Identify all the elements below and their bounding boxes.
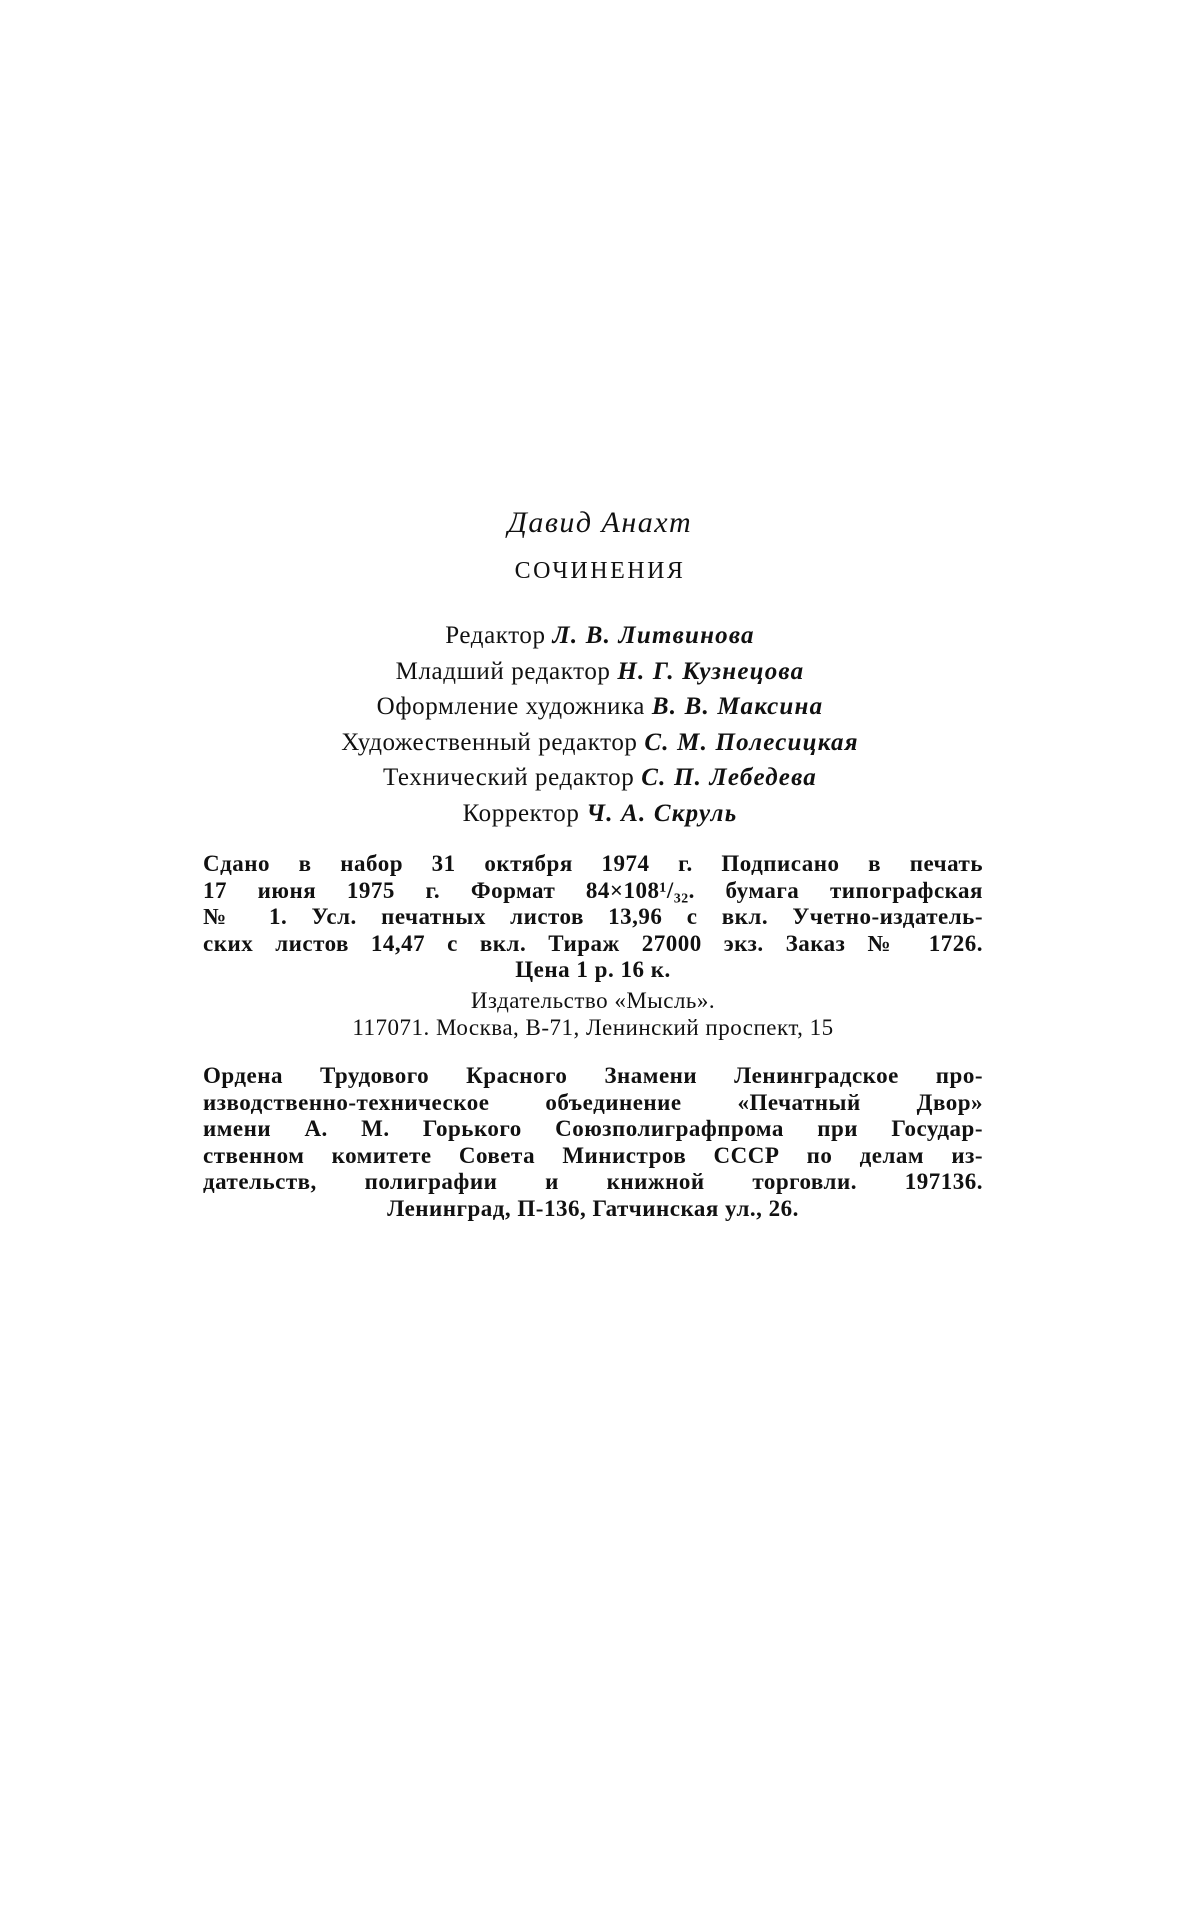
book-title: СОЧИНЕНИЯ bbox=[514, 558, 686, 584]
credit-person: Н. Г. Кузнецова bbox=[617, 657, 805, 685]
publisher-address: 117071. Москва, В-71, Ленинский проспект, 15 bbox=[352, 1014, 834, 1040]
printing-line: Сдано в набор 31 октября 1974 г. Подписано в печать bbox=[203, 851, 983, 876]
printer-address: Ленинград, П-136, Гатчинская ул., 26. bbox=[387, 1195, 799, 1221]
credit-role: Младший редактор bbox=[395, 657, 611, 685]
printer-line: дательств, полиграфии и книжной торговли. 197136. bbox=[203, 1169, 983, 1194]
credit-role: Редактор bbox=[445, 622, 546, 649]
credit-role: Технический редактор bbox=[382, 764, 635, 791]
printer-line: Ордена Трудового Красного Знамени Ленинградское про- bbox=[203, 1063, 983, 1088]
credit-technical-editor bbox=[0, 760, 1200, 796]
credit-art-editor bbox=[0, 725, 1200, 761]
printer-line: имени А. М. Горького Союзполиграфпрома при Государ- bbox=[203, 1116, 983, 1141]
printing-line: ских листов 14,47 с вкл. Тираж 27000 экз. Заказ № 1726. bbox=[203, 930, 983, 956]
credit-junior-editor bbox=[0, 654, 1200, 690]
publisher-info bbox=[203, 988, 983, 1041]
credit-person: С. М. Полесицкая bbox=[644, 728, 859, 756]
printer-info bbox=[203, 1063, 983, 1222]
credit-proofreader bbox=[0, 796, 1200, 832]
credit-designer bbox=[0, 689, 1200, 725]
credit-role: Оформление художника bbox=[376, 693, 646, 720]
printing-details bbox=[203, 851, 983, 984]
publisher-name: Издательство «Мысль». bbox=[470, 988, 716, 1013]
printing-line: № 1. Усл. печатных листов 13,96 с вкл. Учетно-издатель- bbox=[203, 904, 983, 929]
price: Цена 1 р. 16 к. bbox=[515, 957, 671, 982]
credit-role: Художественный редактор bbox=[341, 728, 638, 756]
credit-person: Ч. А. Скруль bbox=[586, 799, 738, 827]
credit-role: Корректор bbox=[462, 799, 580, 827]
author-name: Давид Анахт bbox=[507, 506, 693, 539]
printer-line: ственном комитете Совета Министров СССР по делам из- bbox=[203, 1142, 983, 1168]
credit-editor bbox=[0, 618, 1200, 654]
printer-line: изводственно-техническое объединение «Печатный Двор» bbox=[203, 1089, 983, 1115]
credit-person: С. П. Лебедева bbox=[641, 764, 818, 791]
credit-person: Л. В. Литвинова bbox=[552, 622, 755, 649]
printing-line: 17 июня 1975 г. Формат 84×108¹/₃₂. бумага типографская bbox=[203, 877, 983, 903]
editorial-credits bbox=[0, 618, 1200, 831]
credit-person: В. В. Максина bbox=[651, 693, 824, 720]
